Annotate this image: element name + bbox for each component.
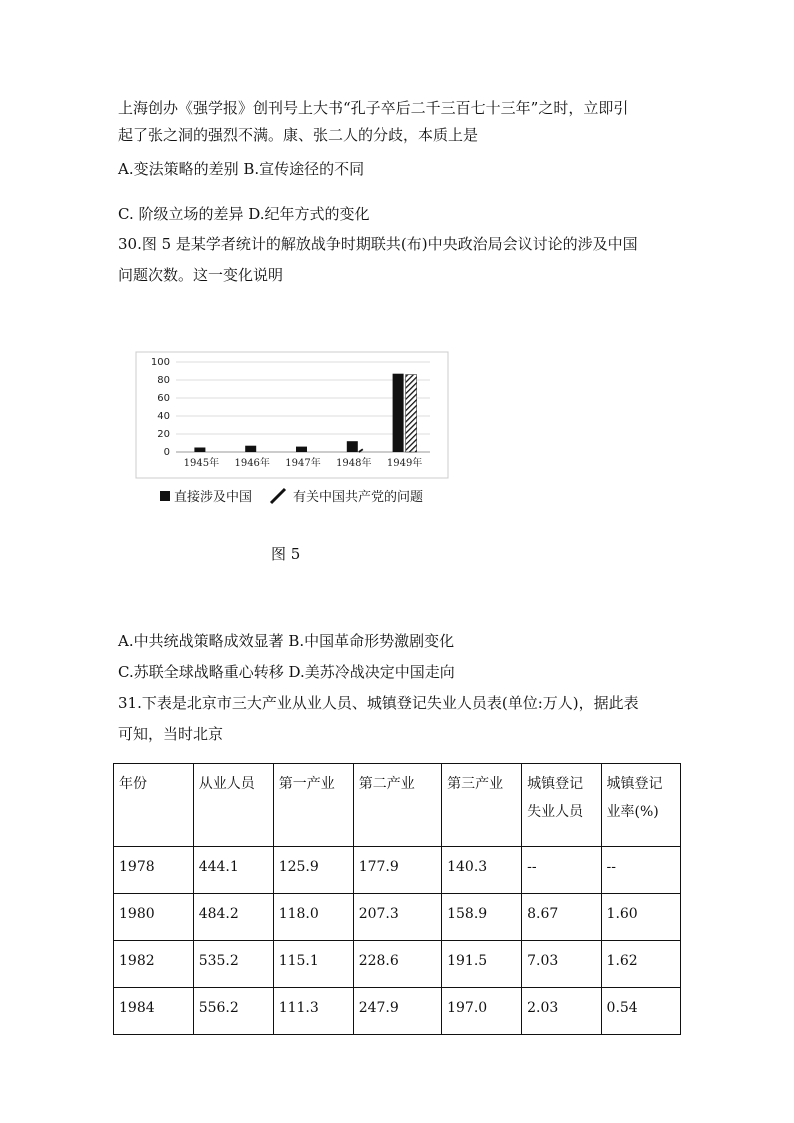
table-header-text: 失业人员: [527, 804, 584, 820]
question-30-options-cd: C.苏联全球战略重心转移 D.美苏冷战决定中国走向: [118, 663, 455, 681]
table-cell: 115.1: [273, 941, 353, 988]
y-tick-label: 20: [157, 429, 170, 440]
bar-chart-figure-5: [130, 346, 460, 516]
table-header-text: 业率(%): [606, 804, 659, 820]
bar-direct-china: [245, 446, 256, 452]
table-cell: 1.60: [601, 894, 680, 941]
bar-direct-china: [194, 448, 205, 453]
table-cell: --: [522, 847, 601, 894]
table-cell: 8.67: [522, 894, 601, 941]
table-cell: 2.03: [522, 988, 601, 1035]
bar-direct-china: [393, 374, 404, 452]
chart-legend: [160, 489, 423, 505]
table-cell: 207.3: [353, 894, 441, 941]
table-cell: 118.0: [273, 894, 353, 941]
table-header-cell: [601, 764, 680, 847]
y-tick-label: 0: [163, 447, 170, 458]
table-cell: 1978: [114, 847, 194, 894]
chart-gridlines: [176, 362, 430, 452]
legend-label-direct-china: 直接涉及中国: [174, 490, 253, 505]
table-cell: 111.3: [273, 988, 353, 1035]
x-tick-label: 1949年: [386, 458, 423, 469]
table-cell: 158.9: [442, 894, 522, 941]
bar-direct-china: [347, 441, 358, 452]
table-row: [114, 894, 681, 941]
table-cell: 140.3: [442, 847, 522, 894]
legend-label-ccp-issues: 有关中国共产党的问题: [293, 490, 424, 505]
table-header-text: 年份: [119, 776, 147, 792]
table-header-cell: [353, 764, 441, 847]
table-cell: 484.2: [193, 894, 273, 941]
table-header-row: [114, 764, 681, 847]
table-cell: 1984: [114, 988, 194, 1035]
table-cell: 177.9: [353, 847, 441, 894]
table-header-cell: [273, 764, 353, 847]
table-cell: 197.0: [442, 988, 522, 1035]
table-cell: 535.2: [193, 941, 273, 988]
question-30-text-line-1: 30.图 5 是某学者统计的解放战争时期联共(布)中央政治局会议讨论的涉及中国: [118, 235, 638, 253]
table-cell: 556.2: [193, 988, 273, 1035]
question-31-text-line-1: 31.下表是北京市三大产业从业人员、城镇登记失业人员表(单位:万人)，据此表: [118, 694, 639, 712]
x-tick-label: 1946年: [234, 458, 270, 469]
question-30-options-ab: A.中共统战策略成效显著 B.中国革命形势激剧变化: [118, 632, 455, 650]
table-cell: 247.9: [353, 988, 441, 1035]
question-29-text-line-2: 起了张之洞的强烈不满。康、张二人的分歧，本质上是: [118, 126, 479, 144]
figure-caption: 图 5: [271, 545, 301, 563]
y-tick-label: 100: [150, 357, 170, 368]
table-header-text: 第三产业: [447, 776, 504, 792]
table-header-text: 第二产业: [358, 776, 415, 792]
question-29-options-cd: C. 阶级立场的差异 D.纪年方式的变化: [118, 205, 370, 223]
legend-swatch-ccp-issues: [271, 489, 285, 503]
table-row: [114, 847, 681, 894]
table-header-cell: [522, 764, 601, 847]
table-cell: 0.54: [601, 988, 680, 1035]
chart-bars: [194, 374, 416, 452]
table-header-text: 从业人员: [198, 776, 255, 792]
table-cell: 7.03: [522, 941, 601, 988]
table-cell: --: [601, 847, 680, 894]
legend-swatch-direct-china: [160, 491, 170, 501]
y-tick-label: 40: [157, 411, 170, 422]
table-cell: 1980: [114, 894, 194, 941]
y-tick-label: 80: [157, 375, 170, 386]
table-row: [114, 941, 681, 988]
x-tick-label: 1945年: [183, 458, 220, 469]
question-31-text-line-2: 可知，当时北京: [118, 725, 224, 743]
table-header-cell: [193, 764, 273, 847]
table-cell: 191.5: [442, 941, 522, 988]
x-tick-label: 1948年: [336, 458, 372, 469]
question-29-options-ab: A.变法策略的差别 B.宣传途径的不同: [118, 160, 365, 178]
table-row: [114, 988, 681, 1035]
chart-y-tick-labels: [151, 357, 170, 458]
table-cell: 444.1: [193, 847, 273, 894]
table-cell: 1.62: [601, 941, 680, 988]
table-cell: 1982: [114, 941, 194, 988]
table-cell: 228.6: [353, 941, 441, 988]
question-29-text-line-1: 上海创办《强学报》创刊号上大书“孔子卒后二千三百七十三年”之时，立即引: [118, 99, 629, 117]
table-header-text: 城镇登记: [527, 776, 584, 792]
y-tick-label: 60: [157, 393, 170, 404]
bar-direct-china: [296, 447, 307, 452]
table-header-text: 第一产业: [278, 776, 335, 792]
question-30-text-line-2: 问题次数。这一变化说明: [118, 266, 284, 284]
employment-data-table: [113, 763, 681, 1035]
table-header-cell: [114, 764, 194, 847]
table-header-text: 城镇登记: [606, 776, 663, 792]
table-cell: 125.9: [273, 847, 353, 894]
chart-x-tick-labels: [184, 456, 423, 469]
x-tick-label: 1947年: [285, 458, 321, 469]
table-header-cell: [442, 764, 522, 847]
bar-ccp-issues: [406, 375, 417, 452]
